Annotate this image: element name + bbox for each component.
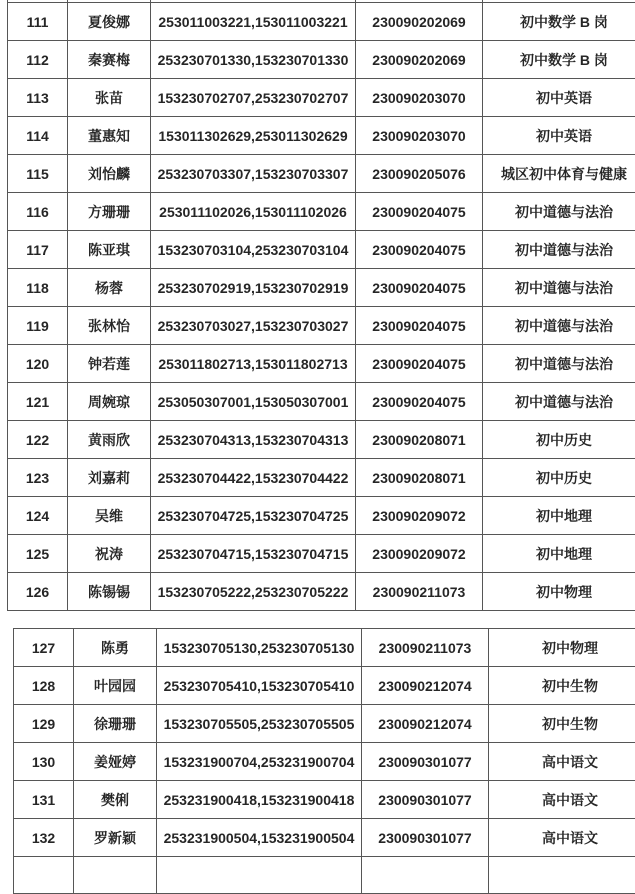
row-index-cell: 126: [8, 573, 68, 611]
table-row: [8, 117, 635, 155]
exam-ids-cell: 153230702707,253230702707: [151, 79, 356, 117]
exam-ids-cell: 253230702919,153230702919: [151, 269, 356, 307]
exam-ids-cell: 253230704715,153230704715: [151, 535, 356, 573]
position-code-cell: 230090204075: [356, 193, 483, 231]
position-name-cell: 初中道德与法治: [483, 383, 635, 421]
table-row: [8, 41, 635, 79]
exam-ids-cell: 153230705222,253230705222: [151, 573, 356, 611]
table-row: [8, 79, 635, 117]
exam-ids-cell: 153011302629,253011302629: [151, 117, 356, 155]
name-cell: 刘嘉莉: [68, 459, 151, 497]
row-index-cell: 130: [14, 743, 74, 781]
name-cell: 张林怡: [68, 307, 151, 345]
row-index-cell: 125: [8, 535, 68, 573]
cut-off-cell: [489, 857, 635, 894]
position-code-cell: 230090202069: [356, 3, 483, 41]
cut-off-cell: [74, 857, 157, 894]
position-name-cell: 高中语文: [489, 743, 635, 781]
cut-off-cell: [157, 857, 362, 894]
row-index-cell: 127: [14, 629, 74, 667]
table-row: [14, 667, 635, 705]
position-code-cell: 230090202069: [356, 41, 483, 79]
table-row: [14, 629, 635, 667]
position-code-cell: 230090211073: [362, 629, 489, 667]
exam-ids-cell: 253011802713,153011802713: [151, 345, 356, 383]
position-name-cell: 初中历史: [483, 421, 635, 459]
table-row: [14, 743, 635, 781]
table-row: [8, 3, 635, 41]
position-code-cell: 230090209072: [356, 497, 483, 535]
position-code-cell: 230090212074: [362, 667, 489, 705]
table-row: [8, 345, 635, 383]
row-index-cell: 116: [8, 193, 68, 231]
roster-table-part-1: [7, 0, 635, 611]
cut-off-row: [14, 857, 635, 894]
row-index-cell: 123: [8, 459, 68, 497]
name-cell: 董惠知: [68, 117, 151, 155]
table-row: [8, 497, 635, 535]
row-index-cell: 121: [8, 383, 68, 421]
name-cell: 陈勇: [74, 629, 157, 667]
name-cell: 徐珊珊: [74, 705, 157, 743]
cut-off-cell: [14, 857, 74, 894]
position-code-cell: 230090204075: [356, 231, 483, 269]
row-index-cell: 131: [14, 781, 74, 819]
name-cell: 陈亚琪: [68, 231, 151, 269]
exam-ids-cell: 253230704725,153230704725: [151, 497, 356, 535]
table-row: [8, 193, 635, 231]
table-row: [8, 269, 635, 307]
table-row: [8, 383, 635, 421]
cut-off-cell: [362, 857, 489, 894]
exam-ids-cell: 153230703104,253230703104: [151, 231, 356, 269]
table-row: [14, 705, 635, 743]
table-row: [8, 535, 635, 573]
table-row: [14, 781, 635, 819]
position-name-cell: 初中地理: [483, 497, 635, 535]
row-index-cell: 132: [14, 819, 74, 857]
row-index-cell: 128: [14, 667, 74, 705]
exam-ids-cell: 153230705505,253230705505: [157, 705, 362, 743]
row-index-cell: 113: [8, 79, 68, 117]
position-name-cell: 初中物理: [483, 573, 635, 611]
name-cell: 樊俐: [74, 781, 157, 819]
table-row: [8, 231, 635, 269]
exam-ids-cell: 253230704422,153230704422: [151, 459, 356, 497]
name-cell: 杨蓉: [68, 269, 151, 307]
position-code-cell: 230090205076: [356, 155, 483, 193]
row-index-cell: 115: [8, 155, 68, 193]
table-row: [8, 459, 635, 497]
table-row: [8, 573, 635, 611]
position-code-cell: 230090204075: [356, 383, 483, 421]
position-code-cell: 230090203070: [356, 117, 483, 155]
position-name-cell: 初中地理: [483, 535, 635, 573]
name-cell: 吴维: [68, 497, 151, 535]
position-code-cell: 230090301077: [362, 743, 489, 781]
name-cell: 刘怡麟: [68, 155, 151, 193]
position-code-cell: 230090301077: [362, 781, 489, 819]
name-cell: 叶园园: [74, 667, 157, 705]
row-index-cell: 112: [8, 41, 68, 79]
position-name-cell: 初中物理: [489, 629, 635, 667]
position-code-cell: 230090212074: [362, 705, 489, 743]
position-name-cell: 高中语文: [489, 781, 635, 819]
position-code-cell: 230090209072: [356, 535, 483, 573]
position-code-cell: 230090211073: [356, 573, 483, 611]
exam-ids-cell: 253231900504,153231900504: [157, 819, 362, 857]
position-name-cell: 初中数学 B 岗: [483, 41, 635, 79]
exam-ids-cell: 253050307001,153050307001: [151, 383, 356, 421]
position-name-cell: 初中道德与法治: [483, 269, 635, 307]
name-cell: 黄雨欣: [68, 421, 151, 459]
exam-ids-cell: 253230704313,153230704313: [151, 421, 356, 459]
name-cell: 方珊珊: [68, 193, 151, 231]
table-row: [8, 307, 635, 345]
position-name-cell: 初中英语: [483, 79, 635, 117]
exam-ids-cell: 253231900418,153231900418: [157, 781, 362, 819]
position-code-cell: 230090203070: [356, 79, 483, 117]
position-name-cell: 高中语文: [489, 819, 635, 857]
row-index-cell: 122: [8, 421, 68, 459]
table-row: [8, 421, 635, 459]
row-index-cell: 119: [8, 307, 68, 345]
position-code-cell: 230090204075: [356, 345, 483, 383]
exam-ids-cell: 253011003221,153011003221: [151, 3, 356, 41]
name-cell: 姜娅婷: [74, 743, 157, 781]
position-code-cell: 230090208071: [356, 459, 483, 497]
position-name-cell: 城区初中体育与健康: [483, 155, 635, 193]
position-code-cell: 230090204075: [356, 269, 483, 307]
position-code-cell: 230090204075: [356, 307, 483, 345]
exam-ids-cell: 253230703027,153230703027: [151, 307, 356, 345]
position-name-cell: 初中英语: [483, 117, 635, 155]
exam-ids-cell: 253011102026,153011102026: [151, 193, 356, 231]
position-name-cell: 初中数学 B 岗: [483, 3, 635, 41]
position-name-cell: 初中生物: [489, 667, 635, 705]
position-name-cell: 初中生物: [489, 705, 635, 743]
name-cell: 周婉琼: [68, 383, 151, 421]
exam-ids-cell: 253230701330,153230701330: [151, 41, 356, 79]
name-cell: 陈锡锡: [68, 573, 151, 611]
name-cell: 夏俊娜: [68, 3, 151, 41]
name-cell: 秦赛梅: [68, 41, 151, 79]
roster-table-part-2: [13, 628, 635, 894]
position-name-cell: 初中道德与法治: [483, 231, 635, 269]
position-name-cell: 初中道德与法治: [483, 307, 635, 345]
exam-ids-cell: 153230705130,253230705130: [157, 629, 362, 667]
name-cell: 张苗: [68, 79, 151, 117]
table-row: [14, 819, 635, 857]
position-code-cell: 230090208071: [356, 421, 483, 459]
exam-ids-cell: 153231900704,253231900704: [157, 743, 362, 781]
exam-ids-cell: 253230705410,153230705410: [157, 667, 362, 705]
row-index-cell: 118: [8, 269, 68, 307]
position-name-cell: 初中道德与法治: [483, 193, 635, 231]
row-index-cell: 114: [8, 117, 68, 155]
position-code-cell: 230090301077: [362, 819, 489, 857]
exam-ids-cell: 253230703307,153230703307: [151, 155, 356, 193]
row-index-cell: 124: [8, 497, 68, 535]
row-index-cell: 117: [8, 231, 68, 269]
name-cell: 祝涛: [68, 535, 151, 573]
position-name-cell: 初中道德与法治: [483, 345, 635, 383]
row-index-cell: 129: [14, 705, 74, 743]
name-cell: 钟若莲: [68, 345, 151, 383]
position-name-cell: 初中历史: [483, 459, 635, 497]
row-index-cell: 111: [8, 3, 68, 41]
name-cell: 罗新颖: [74, 819, 157, 857]
table-row: [8, 155, 635, 193]
row-index-cell: 120: [8, 345, 68, 383]
